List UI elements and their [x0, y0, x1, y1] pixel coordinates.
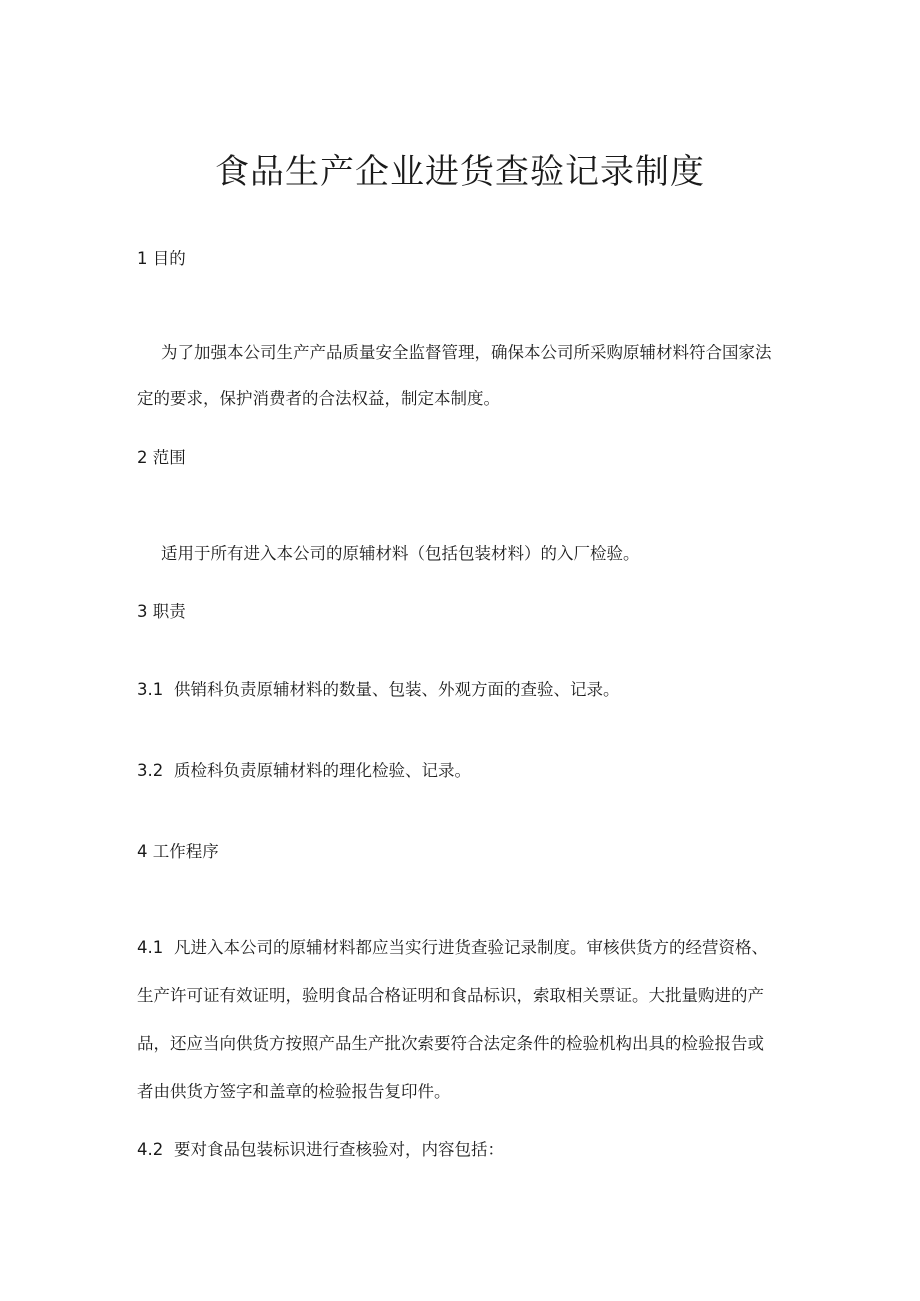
paragraph-line: 定的要求，保护消费者的合法权益，制定本制度。	[137, 389, 500, 408]
paragraph-line: 适用于所有进入本公司的原辅材料（包括包装材料）的入厂检验。	[161, 544, 640, 563]
section-heading-procedure: 4 工作程序	[137, 842, 219, 861]
paragraph-line: 为了加强本公司生产产品质量安全监督管理，确保本公司所采购原辅材料符合国家法	[161, 343, 772, 362]
list-item	[137, 678, 620, 702]
section-heading-responsibilities: 3 职责	[137, 602, 186, 621]
paragraph-line: 者由供货方签字和盖章的检验报告复印件。	[137, 1082, 451, 1101]
section-heading-purpose: 1 目的	[137, 249, 186, 268]
document-title: 食品生产企业进货查验记录制度	[215, 152, 705, 192]
paragraph-line: 品，还应当向供货方按照产品生产批次索要符合法定条件的检验机构出具的检验报告或	[137, 1034, 764, 1053]
item-text: 凡进入本公司的原辅材料都应当实行进货查验记录制度。审核供货方的经营资格、	[174, 938, 768, 957]
item-text: 供销科负责原辅材料的数量、包装、外观方面的查验、记录。	[174, 680, 620, 699]
item-number: 3.1	[137, 680, 164, 699]
item-number: 4.2	[137, 1140, 164, 1159]
item-number: 4.1	[137, 938, 164, 957]
item-text: 质检科负责原辅材料的理化检验、记录。	[174, 761, 471, 780]
list-item	[137, 936, 768, 960]
paragraph-line: 生产许可证有效证明，验明食品合格证明和食品标识，索取相关票证。大批量购进的产	[137, 986, 764, 1005]
item-number: 3.2	[137, 761, 164, 780]
list-item	[137, 759, 471, 783]
item-text: 要对食品包装标识进行查核验对，内容包括：	[174, 1140, 504, 1159]
list-item	[137, 1138, 504, 1162]
section-heading-scope: 2 范围	[137, 448, 186, 467]
